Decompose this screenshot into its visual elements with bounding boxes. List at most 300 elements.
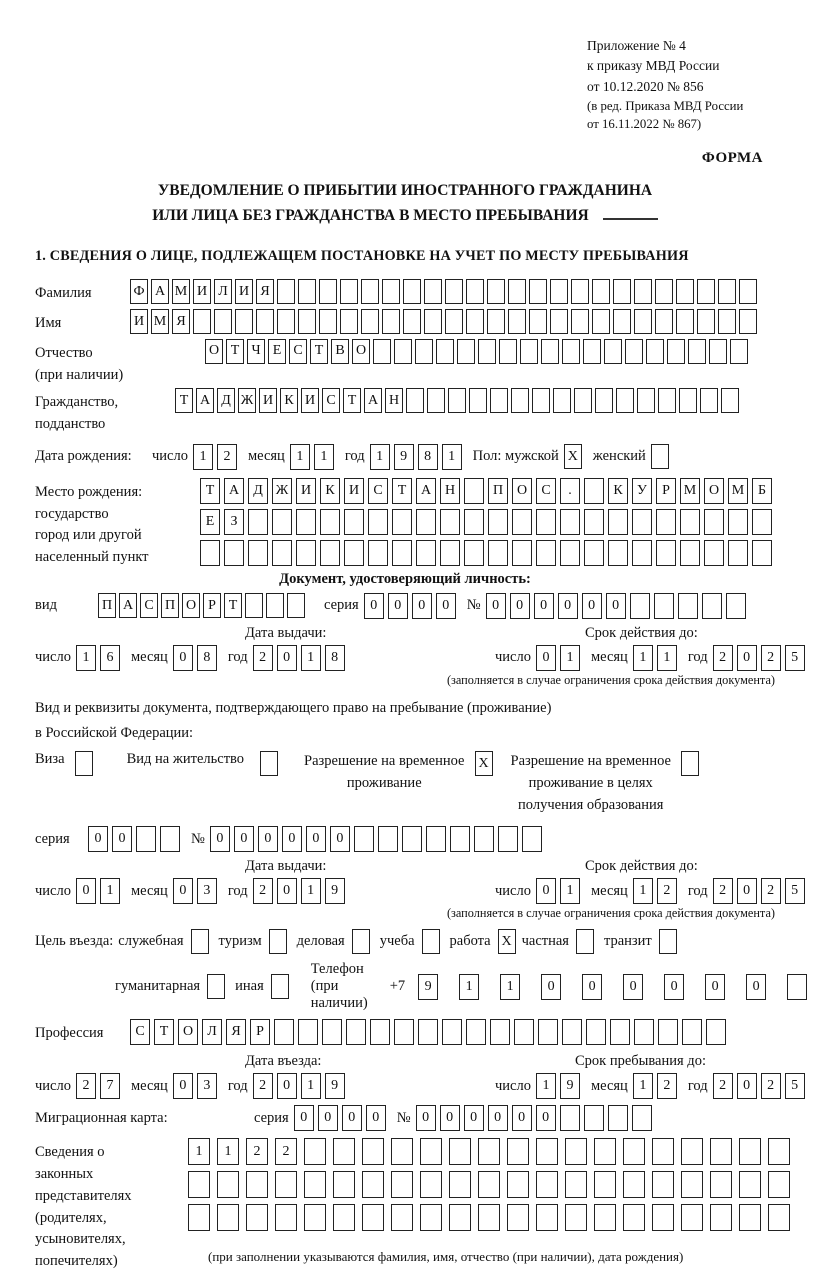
char-cell[interactable]: 0 [234, 826, 254, 852]
char-cell[interactable]: 0 [330, 826, 350, 852]
char-cell[interactable] [553, 388, 571, 413]
char-cell[interactable] [319, 309, 337, 334]
char-cell[interactable] [378, 826, 398, 852]
char-cell[interactable] [584, 509, 604, 535]
char-cell[interactable] [256, 309, 274, 334]
char-cell[interactable] [739, 1171, 761, 1198]
char-cell[interactable] [550, 309, 568, 334]
residence-permit-checkbox[interactable] [260, 751, 278, 776]
char-cell[interactable]: Я [226, 1019, 246, 1045]
char-cell[interactable] [224, 540, 244, 566]
char-cell[interactable] [514, 1019, 534, 1045]
char-cell[interactable] [246, 1171, 268, 1198]
char-cell[interactable] [442, 1019, 462, 1045]
char-cell[interactable] [478, 339, 496, 364]
char-cell[interactable]: В [331, 339, 349, 364]
char-cell[interactable]: 1 [560, 878, 580, 904]
char-cell[interactable]: 0 [510, 593, 530, 619]
char-cell[interactable] [632, 509, 652, 535]
char-cell[interactable] [728, 509, 748, 535]
char-cell[interactable] [445, 279, 463, 304]
char-cell[interactable]: 0 [210, 826, 230, 852]
char-cell[interactable]: 0 [364, 593, 384, 619]
char-cell[interactable] [464, 540, 484, 566]
char-cell[interactable] [613, 309, 631, 334]
char-cell[interactable] [594, 1171, 616, 1198]
char-cell[interactable] [681, 1204, 703, 1231]
char-cell[interactable]: Р [250, 1019, 270, 1045]
char-cell[interactable]: О [512, 478, 532, 504]
char-cell[interactable] [616, 388, 634, 413]
char-cell[interactable] [488, 509, 508, 535]
char-cell[interactable] [490, 388, 508, 413]
char-cell[interactable] [440, 540, 460, 566]
char-cell[interactable]: П [98, 593, 116, 618]
char-cell[interactable] [676, 279, 694, 304]
char-cell[interactable] [370, 1019, 390, 1045]
char-cell[interactable]: П [161, 593, 179, 618]
char-cell[interactable]: 0 [412, 593, 432, 619]
char-cell[interactable] [702, 593, 722, 619]
char-cell[interactable]: Е [200, 509, 220, 535]
char-cell[interactable]: 8 [418, 444, 438, 470]
char-cell[interactable] [507, 1138, 529, 1165]
char-cell[interactable]: 1 [100, 878, 120, 904]
char-cell[interactable]: М [151, 309, 169, 334]
char-cell[interactable] [654, 593, 674, 619]
char-cell[interactable] [160, 826, 180, 852]
char-cell[interactable]: Е [268, 339, 286, 364]
temp-permit-checkbox[interactable]: X [475, 751, 493, 776]
char-cell[interactable] [394, 1019, 414, 1045]
char-cell[interactable] [478, 1138, 500, 1165]
purpose-transit-checkbox[interactable] [659, 929, 677, 954]
char-cell[interactable] [726, 593, 746, 619]
purpose-study-checkbox[interactable] [422, 929, 440, 954]
char-cell[interactable]: К [608, 478, 628, 504]
char-cell[interactable]: А [224, 478, 244, 504]
char-cell[interactable] [739, 309, 757, 334]
char-cell[interactable] [682, 1019, 702, 1045]
sex-male-checkbox[interactable]: X [564, 444, 582, 469]
char-cell[interactable] [584, 478, 604, 504]
char-cell[interactable] [655, 279, 673, 304]
char-cell[interactable] [584, 540, 604, 566]
char-cell[interactable] [298, 309, 316, 334]
char-cell[interactable] [427, 388, 445, 413]
char-cell[interactable]: 0 [112, 826, 132, 852]
char-cell[interactable] [623, 1171, 645, 1198]
char-cell[interactable]: 0 [464, 1105, 484, 1131]
char-cell[interactable]: 0 [416, 1105, 436, 1131]
char-cell[interactable] [595, 388, 613, 413]
char-cell[interactable] [320, 540, 340, 566]
char-cell[interactable]: 0 [536, 645, 556, 671]
char-cell[interactable] [625, 339, 643, 364]
char-cell[interactable] [632, 1105, 652, 1131]
char-cell[interactable]: Т [226, 339, 244, 364]
char-cell[interactable]: 8 [325, 645, 345, 671]
char-cell[interactable] [652, 1204, 674, 1231]
char-cell[interactable]: 0 [306, 826, 326, 852]
char-cell[interactable] [710, 1204, 732, 1231]
char-cell[interactable] [604, 339, 622, 364]
char-cell[interactable] [511, 388, 529, 413]
char-cell[interactable]: 2 [253, 645, 273, 671]
char-cell[interactable]: С [130, 1019, 150, 1045]
char-cell[interactable]: 1 [290, 444, 310, 470]
char-cell[interactable]: С [536, 478, 556, 504]
char-cell[interactable]: И [235, 279, 253, 304]
char-cell[interactable] [457, 339, 475, 364]
char-cell[interactable]: 0 [173, 645, 193, 671]
char-cell[interactable]: П [488, 478, 508, 504]
char-cell[interactable] [440, 509, 460, 535]
char-cell[interactable] [536, 1204, 558, 1231]
char-cell[interactable]: 3 [197, 878, 217, 904]
char-cell[interactable]: 0 [486, 593, 506, 619]
char-cell[interactable]: 2 [275, 1138, 297, 1165]
char-cell[interactable] [697, 309, 715, 334]
char-cell[interactable]: О [352, 339, 370, 364]
char-cell[interactable] [346, 1019, 366, 1045]
char-cell[interactable] [681, 1171, 703, 1198]
char-cell[interactable] [680, 540, 700, 566]
char-cell[interactable]: 0 [488, 1105, 508, 1131]
char-cell[interactable]: К [280, 388, 298, 413]
char-cell[interactable] [508, 309, 526, 334]
char-cell[interactable] [584, 1105, 604, 1131]
char-cell[interactable]: 2 [246, 1138, 268, 1165]
char-cell[interactable] [361, 309, 379, 334]
char-cell[interactable] [474, 826, 494, 852]
char-cell[interactable] [274, 1019, 294, 1045]
char-cell[interactable]: 2 [253, 878, 273, 904]
char-cell[interactable]: 0 [737, 878, 757, 904]
char-cell[interactable] [344, 509, 364, 535]
char-cell[interactable] [532, 388, 550, 413]
char-cell[interactable]: И [296, 478, 316, 504]
char-cell[interactable]: О [178, 1019, 198, 1045]
char-cell[interactable]: М [728, 478, 748, 504]
char-cell[interactable] [340, 279, 358, 304]
char-cell[interactable]: А [196, 388, 214, 413]
char-cell[interactable]: З [224, 509, 244, 535]
char-cell[interactable] [508, 279, 526, 304]
char-cell[interactable]: 6 [100, 645, 120, 671]
char-cell[interactable]: 9 [560, 1073, 580, 1099]
purpose-tourism-checkbox[interactable] [269, 929, 287, 954]
char-cell[interactable] [507, 1204, 529, 1231]
char-cell[interactable]: О [704, 478, 724, 504]
char-cell[interactable] [275, 1171, 297, 1198]
char-cell[interactable] [298, 1019, 318, 1045]
char-cell[interactable] [246, 1204, 268, 1231]
char-cell[interactable] [296, 509, 316, 535]
char-cell[interactable] [574, 388, 592, 413]
char-cell[interactable] [449, 1138, 471, 1165]
char-cell[interactable]: 2 [761, 645, 781, 671]
char-cell[interactable]: Л [214, 279, 232, 304]
char-cell[interactable] [418, 1019, 438, 1045]
char-cell[interactable]: 1 [217, 1138, 239, 1165]
char-cell[interactable] [541, 339, 559, 364]
char-cell[interactable] [188, 1204, 210, 1231]
char-cell[interactable]: Т [310, 339, 328, 364]
char-cell[interactable] [136, 826, 156, 852]
char-cell[interactable] [529, 279, 547, 304]
char-cell[interactable]: М [680, 478, 700, 504]
char-cell[interactable] [277, 309, 295, 334]
char-cell[interactable] [586, 1019, 606, 1045]
char-cell[interactable]: 2 [713, 878, 733, 904]
char-cell[interactable] [469, 388, 487, 413]
char-cell[interactable] [583, 339, 601, 364]
char-cell[interactable]: Т [392, 478, 412, 504]
char-cell[interactable]: 0 [737, 645, 757, 671]
char-cell[interactable]: С [289, 339, 307, 364]
char-cell[interactable] [610, 1019, 630, 1045]
char-cell[interactable]: 0 [558, 593, 578, 619]
char-cell[interactable] [656, 509, 676, 535]
char-cell[interactable]: Д [217, 388, 235, 413]
char-cell[interactable] [445, 309, 463, 334]
char-cell[interactable] [420, 1138, 442, 1165]
char-cell[interactable] [416, 540, 436, 566]
char-cell[interactable] [272, 540, 292, 566]
char-cell[interactable] [632, 540, 652, 566]
char-cell[interactable] [340, 309, 358, 334]
char-cell[interactable] [406, 388, 424, 413]
char-cell[interactable]: 0 [512, 1105, 532, 1131]
char-cell[interactable]: 0 [277, 1073, 297, 1099]
char-cell[interactable] [681, 1138, 703, 1165]
char-cell[interactable] [739, 1204, 761, 1231]
char-cell[interactable] [710, 1171, 732, 1198]
char-cell[interactable] [787, 974, 807, 1000]
char-cell[interactable]: 0 [440, 1105, 460, 1131]
char-cell[interactable] [634, 1019, 654, 1045]
char-cell[interactable] [594, 1138, 616, 1165]
char-cell[interactable] [304, 1171, 326, 1198]
char-cell[interactable] [333, 1204, 355, 1231]
char-cell[interactable] [592, 309, 610, 334]
char-cell[interactable]: . [560, 478, 580, 504]
char-cell[interactable] [490, 1019, 510, 1045]
char-cell[interactable] [403, 309, 421, 334]
char-cell[interactable] [394, 339, 412, 364]
char-cell[interactable] [319, 279, 337, 304]
char-cell[interactable] [304, 1204, 326, 1231]
char-cell[interactable] [676, 309, 694, 334]
char-cell[interactable]: Ж [272, 478, 292, 504]
char-cell[interactable]: 1 [459, 974, 479, 1000]
char-cell[interactable] [623, 1204, 645, 1231]
char-cell[interactable] [275, 1204, 297, 1231]
char-cell[interactable] [391, 1171, 413, 1198]
char-cell[interactable]: 0 [294, 1105, 314, 1131]
char-cell[interactable]: 0 [258, 826, 278, 852]
char-cell[interactable]: У [632, 478, 652, 504]
char-cell[interactable]: Ч [247, 339, 265, 364]
char-cell[interactable]: 5 [785, 1073, 805, 1099]
char-cell[interactable] [507, 1171, 529, 1198]
char-cell[interactable]: 1 [657, 645, 677, 671]
char-cell[interactable]: 1 [193, 444, 213, 470]
char-cell[interactable] [487, 309, 505, 334]
char-cell[interactable] [739, 279, 757, 304]
char-cell[interactable]: 1 [500, 974, 520, 1000]
char-cell[interactable]: 0 [318, 1105, 338, 1131]
char-cell[interactable] [478, 1204, 500, 1231]
char-cell[interactable]: Н [440, 478, 460, 504]
char-cell[interactable]: 0 [76, 878, 96, 904]
char-cell[interactable] [448, 388, 466, 413]
char-cell[interactable] [200, 540, 220, 566]
char-cell[interactable]: 2 [713, 645, 733, 671]
char-cell[interactable] [562, 339, 580, 364]
char-cell[interactable]: 0 [582, 593, 602, 619]
char-cell[interactable] [245, 593, 263, 618]
sex-female-checkbox[interactable] [651, 444, 669, 469]
purpose-humanitarian-checkbox[interactable] [207, 974, 225, 999]
char-cell[interactable]: С [368, 478, 388, 504]
char-cell[interactable]: Я [172, 309, 190, 334]
char-cell[interactable] [571, 309, 589, 334]
char-cell[interactable] [298, 279, 316, 304]
char-cell[interactable] [697, 279, 715, 304]
char-cell[interactable] [487, 279, 505, 304]
char-cell[interactable] [333, 1171, 355, 1198]
purpose-private-checkbox[interactable] [576, 929, 594, 954]
char-cell[interactable] [571, 279, 589, 304]
char-cell[interactable] [320, 509, 340, 535]
char-cell[interactable] [402, 826, 422, 852]
char-cell[interactable]: 2 [657, 1073, 677, 1099]
char-cell[interactable]: Т [224, 593, 242, 618]
char-cell[interactable] [646, 339, 664, 364]
char-cell[interactable]: А [416, 478, 436, 504]
char-cell[interactable] [426, 826, 446, 852]
char-cell[interactable]: О [182, 593, 200, 618]
char-cell[interactable]: 0 [342, 1105, 362, 1131]
char-cell[interactable]: А [151, 279, 169, 304]
char-cell[interactable]: 0 [536, 878, 556, 904]
char-cell[interactable] [730, 339, 748, 364]
char-cell[interactable] [718, 309, 736, 334]
char-cell[interactable]: 9 [325, 878, 345, 904]
char-cell[interactable]: 0 [746, 974, 766, 1000]
char-cell[interactable] [478, 1171, 500, 1198]
char-cell[interactable] [217, 1204, 239, 1231]
char-cell[interactable] [277, 279, 295, 304]
char-cell[interactable] [424, 309, 442, 334]
char-cell[interactable]: С [322, 388, 340, 413]
char-cell[interactable]: М [172, 279, 190, 304]
char-cell[interactable]: 7 [100, 1073, 120, 1099]
char-cell[interactable] [634, 279, 652, 304]
char-cell[interactable] [706, 1019, 726, 1045]
char-cell[interactable] [266, 593, 284, 618]
char-cell[interactable] [512, 509, 532, 535]
char-cell[interactable] [344, 540, 364, 566]
char-cell[interactable]: И [193, 279, 211, 304]
purpose-work-checkbox[interactable]: X [498, 929, 516, 954]
char-cell[interactable]: 2 [76, 1073, 96, 1099]
char-cell[interactable]: 0 [277, 645, 297, 671]
char-cell[interactable]: 2 [217, 444, 237, 470]
char-cell[interactable] [403, 279, 421, 304]
char-cell[interactable] [560, 540, 580, 566]
char-cell[interactable] [594, 1204, 616, 1231]
char-cell[interactable] [652, 1138, 674, 1165]
char-cell[interactable]: 9 [418, 974, 438, 1000]
char-cell[interactable] [679, 388, 697, 413]
char-cell[interactable]: 0 [436, 593, 456, 619]
char-cell[interactable] [520, 339, 538, 364]
char-cell[interactable]: С [140, 593, 158, 618]
char-cell[interactable] [235, 309, 253, 334]
char-cell[interactable]: 9 [394, 444, 414, 470]
char-cell[interactable]: 0 [536, 1105, 556, 1131]
char-cell[interactable]: Д [248, 478, 268, 504]
char-cell[interactable] [608, 540, 628, 566]
char-cell[interactable] [768, 1204, 790, 1231]
char-cell[interactable]: 2 [761, 1073, 781, 1099]
char-cell[interactable] [637, 388, 655, 413]
char-cell[interactable]: 0 [623, 974, 643, 1000]
char-cell[interactable] [420, 1171, 442, 1198]
char-cell[interactable]: 0 [88, 826, 108, 852]
char-cell[interactable]: 0 [582, 974, 602, 1000]
char-cell[interactable]: 1 [301, 645, 321, 671]
char-cell[interactable]: А [364, 388, 382, 413]
char-cell[interactable]: И [301, 388, 319, 413]
char-cell[interactable] [613, 279, 631, 304]
char-cell[interactable]: 9 [325, 1073, 345, 1099]
char-cell[interactable]: 1 [560, 645, 580, 671]
char-cell[interactable]: Р [656, 478, 676, 504]
char-cell[interactable] [449, 1204, 471, 1231]
char-cell[interactable]: 2 [761, 878, 781, 904]
char-cell[interactable]: 1 [301, 878, 321, 904]
char-cell[interactable] [656, 540, 676, 566]
char-cell[interactable]: 2 [253, 1073, 273, 1099]
char-cell[interactable] [667, 339, 685, 364]
char-cell[interactable]: 1 [633, 1073, 653, 1099]
char-cell[interactable] [768, 1138, 790, 1165]
char-cell[interactable] [248, 509, 268, 535]
char-cell[interactable] [512, 540, 532, 566]
char-cell[interactable]: 1 [301, 1073, 321, 1099]
char-cell[interactable] [652, 1171, 674, 1198]
char-cell[interactable]: Т [343, 388, 361, 413]
char-cell[interactable]: 0 [282, 826, 302, 852]
char-cell[interactable]: 1 [76, 645, 96, 671]
char-cell[interactable] [623, 1138, 645, 1165]
char-cell[interactable] [354, 826, 374, 852]
char-cell[interactable] [450, 826, 470, 852]
char-cell[interactable] [188, 1171, 210, 1198]
char-cell[interactable] [382, 279, 400, 304]
char-cell[interactable]: Я [256, 279, 274, 304]
char-cell[interactable] [466, 309, 484, 334]
char-cell[interactable] [592, 279, 610, 304]
char-cell[interactable] [498, 826, 518, 852]
char-cell[interactable]: 1 [314, 444, 334, 470]
char-cell[interactable] [333, 1138, 355, 1165]
char-cell[interactable] [608, 509, 628, 535]
